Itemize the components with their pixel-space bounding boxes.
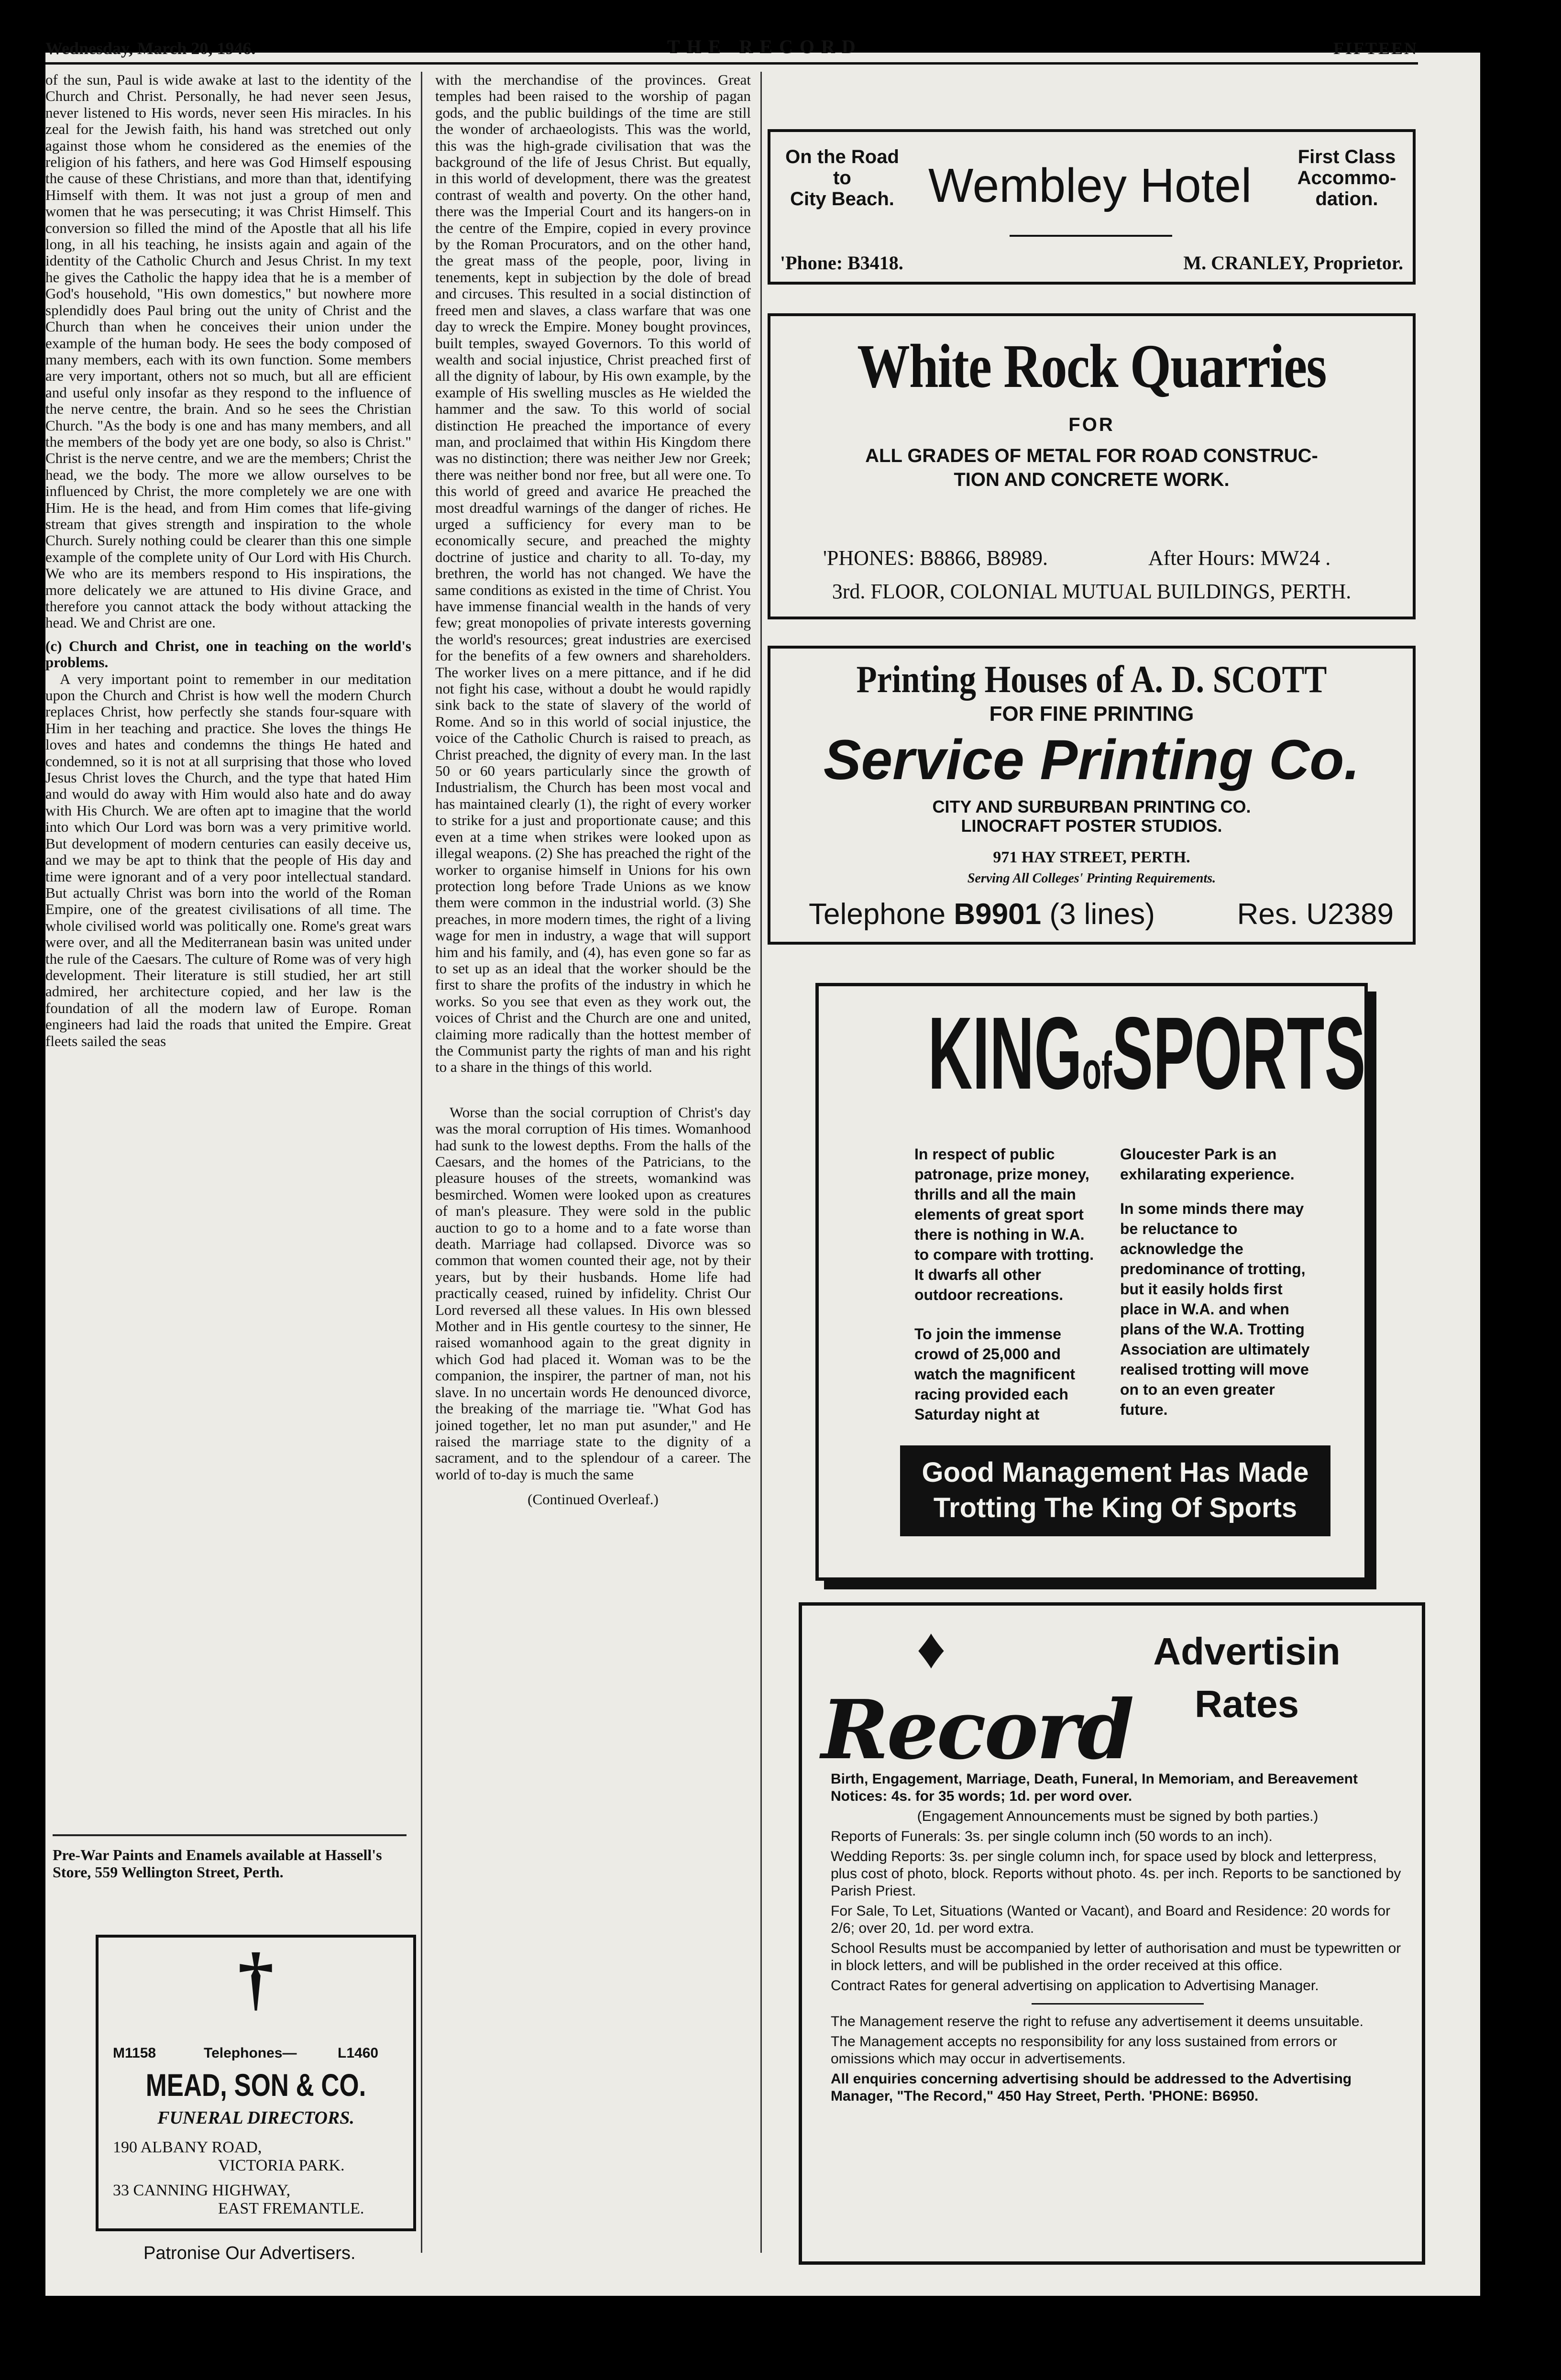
article-paragraph: with the merchandise of the provinces. Great temples had been raised to the worship of pagan gods, and the public buildings of the time are still the wonder of archaeologists. This was the world, this was the high-grade civilisation that was the background of the life of Jesus Christ. But equally, in this world of development, there was the greatest contrast of wealth and poverty. On the other hand, there was the Imperial Court and its hangers-on in the centre of the Empire, copied in every province by the Roman Procurators, and on the other hand, the great mass of the people, poor, living in tenements, kept in subjection by the dole of bread and circuses. This resulted in a social distinction of freed men and slaves, a class warfare that was one day to wreck the Empire. Money bought provinces, built temples, swayed Governors. To this world of wealth and social injustice, Christ preached first of all the dignity of labour, by His own example, by the example of His swelling muscles as He wielded the hammer and the saw. To this world of social distinction He preached the importance of every man, and proclaimed that within His Kingdom there was no distinction; there was neither Jew nor Greek; there was neither bond nor free, but all were one. To this world of greed and avarice He preached the most dreadful warnings of the danger of riches. He urged a sufficiency for every man to be economically secure, and preached the mighty doctrine of justice and charity to all. To-day, my brethren, the world has not changed. We have the same conditions as existed in the time of Christ. You have immense financial wealth in the hands of very few; great monopolies of private interests governing the world's resources; great industries are exercised for the benefits of a few owners and shareholders. The worker lives on a mere pittance, and if he did not fight his case, without a doubt he would rapidly sink back to the state of slavery of the world of Rome. And so in this world of social injustice, the voice of the Catholic Church is raised to preach, as Christ preached, the dignity of every man. In the last 50 or 60 years particularly since the growth of Industrialism, the Church has been most vocal and has maintained clearly (1), the right of every worker to strike for a just and proportionate cause; and this even at a time when strikes were looked upon as illegal weapons. (2) She has preached the right of the worker to organise himself in Unions for his own protection long before Trade Unions as we know them were common in the industrial world. (3) She preaches, in more modern times, the right of a living wage for men in industry, a wage that will support him and his family, and (4), has even gone so far as to set up as an ideal that the worker should be the first to share the profits of the industry in which he works. So you see that even as they work out, the voices of Christ and the Church are one and united, claiming more radically than the hottest member of the Communist party the rights of man and his right to a share in the things of this world. (435, 72, 751, 1076)
white-rock-quarries-ad (768, 313, 1416, 619)
king-text-right (1120, 1144, 1321, 1420)
continued-note: (Continued Overleaf.) (528, 1491, 659, 1508)
mead-role: FUNERAL DIRECTORS. (157, 2108, 354, 2128)
wembley-right-line: dation. (1315, 188, 1378, 209)
article-column-2 (435, 72, 751, 2224)
king-paragraph: In respect of public patronage, prize money, thrills and all the main elements of great sport there is nothing in W.A. to compare with trotting. It dwarfs all other outdoor recreations. (914, 1146, 1094, 1303)
scott-serving: Serving All Colleges' Printing Requirements. (967, 871, 1216, 886)
mead-phone-right: L1460 (338, 2045, 379, 2061)
mead-phone-left: M1158 (113, 2045, 156, 2061)
header-page-number: FIFTEEN (1333, 39, 1418, 58)
wembley-phone: 'Phone: B3418. (780, 252, 903, 274)
record-advertising-rates-ad (799, 1602, 1425, 2265)
wembley-proprietor: M. CRANLEY, Proprietor. (1183, 252, 1403, 274)
wembley-right-line: Accommo- (1297, 167, 1396, 188)
column-divider (421, 72, 422, 2253)
white-rock-title: White Rock Quarries (857, 332, 1326, 401)
rates-divider (1032, 2003, 1204, 2005)
ad-scott-printing-ad (768, 646, 1416, 945)
rates-item: The Management reserve the right to refuse any advertisement it deems unsuitable. (831, 2014, 1363, 2029)
rates-title-1: Advertisin (1153, 1630, 1341, 1673)
paints-notice: Pre-War Paints and Enamels available at Hassell's Store, 559 Wellington Street, Perth. (53, 1846, 382, 1881)
rates-title-2: Rates (1195, 1683, 1299, 1725)
king-banner (900, 1445, 1330, 1536)
header-paper-name: THE RECORD (667, 36, 862, 57)
rates-item: Wedding Reports: 3s. per single column inch, for space used by block and letterpress, plus cost of photo, block. Reports without photo. 4s. per inch. Reports to be sanctioned by Parish Priest. (831, 1849, 1401, 1899)
king-title (928, 995, 1366, 1126)
record-logo-icon: ♦ (916, 1617, 946, 1680)
section-rule (53, 1834, 407, 1836)
king-paragraph: Gloucester Park is an exhilarating experience. (1120, 1146, 1295, 1183)
scott-tel-lines: (3 lines) (1049, 898, 1155, 931)
mead-address-2a: 33 CANNING HIGHWAY, (113, 2182, 291, 2199)
scott-service-printing: Service Printing Co. (823, 728, 1360, 792)
scott-city-suburban: CITY AND SURBURBAN PRINTING CO. (932, 797, 1251, 816)
king-title-sports: SPORTS (1111, 995, 1366, 1111)
scott-linocraft: LINOCRAFT POSTER STUDIOS. (961, 816, 1222, 836)
scott-address: 971 HAY STREET, PERTH. (993, 848, 1190, 866)
wembley-left-line: City Beach. (790, 188, 894, 209)
patronise-note: Patronise Our Advertisers. (143, 2243, 356, 2263)
record-logo: Record (821, 1682, 1132, 1778)
wembley-divider (1010, 235, 1172, 237)
article-subheading: (c) Church and Christ, one in teaching on the world's problems. (45, 637, 411, 671)
article-paragraph: of the sun, Paul is wide awake at last to the identity of the Church and Christ. Personally, he had never seen Jesus, never listened to His words, never seen His miracles. In his zeal for the Jewish faith, his hand was stretched out only against those whom he considered as the enemies of the religion of his fathers, and here was God Himself espousing the cause of these Christians, and more than that, identifying Himself with them. It was not just a group of men and women that he was persecuting; it was Christ Himself. This conversion so filled the mind of the Apostle that all his life long, in all his teaching, he insists again and again of the identity of the Catholic Church and Jesus Christ. In my text he gives the Catholic the happy idea that he is a member of God's household, "His own domestics," but nowhere more splendidly does Paul bring out the unity of Christ and the Church than when he conceives their union under the example of the human body. He sees the body composed of many members, each with its own function. Some members are very important, others not so much, but all are efficient and useful only insofar as they respond to the influence of the nerve centre, the brain. And so he sees the Christian Church. "As the body is one and has many members, and all the members of the body yet are one body, so also is Christ." Christ is the nerve centre, and we are the members; Christ the head, we the body. The more we allow ourselves to be influenced by Christ, the more completely we are one with Him. He is the head, and from Him comes that life-giving stream that gives strength and inspiration to the whole Church. Surely nothing could be clearer than this one simple example of the complete unity of Our Lord with His Church. We who are its members respond to His inspirations, the more delicately we are attuned to His divine Grace, and therefore you cannot attack the body without attacking the head. We and Christ are one. (45, 72, 411, 631)
scott-tel-label: Telephone (809, 898, 946, 931)
rates-item: Birth, Engagement, Marriage, Death, Funeral, In Memoriam, and Bereavement Notices: 4s. for 35 words; 1d. per word over. (831, 1771, 1358, 1804)
king-banner-line: Trotting The King Of Sports (933, 1492, 1297, 1523)
article-column-1 (45, 72, 411, 1832)
rates-item: School Results must be accompanied by letter of authorisation and must be typewritten or in block letters, and will be published in the order received at this office. (831, 1940, 1401, 1973)
mead-address-1a: 190 ALBANY ROAD, (113, 2138, 262, 2156)
white-rock-line2: TION AND CONCRETE WORK. (954, 469, 1230, 490)
mead-address-1b: VICTORIA PARK. (218, 2157, 345, 2174)
rates-item: The Management accepts no responsibility for any loss sustained from errors or omissions which may occur in advertisements. (831, 2034, 1337, 2067)
scott-title: Printing Houses of A. D. SCOTT (856, 659, 1327, 701)
rates-item: Reports of Funerals: 3s. per single column inch (50 words to an inch). (831, 1829, 1273, 1844)
header-date: Wednesday, March 20, 1946. (45, 39, 256, 58)
rates-item: All enquiries concerning advertising should be addressed to the Advertising Manager, "The Record," 450 Hay Street, Perth. 'PHONE: B6950. (831, 2071, 1352, 2104)
scott-telephone (809, 897, 1155, 931)
scott-tel-number: B9901 (954, 898, 1042, 931)
rates-item: (Engagement Announcements must be signed by both parties.) (917, 1808, 1319, 1824)
king-paragraph: In some minds there may be reluctance to acknowledge the predominance of trotting, but it easily holds first place in W.A. and when plans of the W.A. Trotting Association are ultimately realised trotting will move on to an even greater future. (1120, 1200, 1310, 1418)
wembley-left-line: to (833, 167, 851, 188)
white-rock-phones: 'PHONES: B8866, B8989. (823, 546, 1048, 570)
king-text-left (914, 1144, 1101, 1424)
scott-residence: Res. U2389 (1237, 898, 1394, 931)
article-paragraph: Worse than the social corruption of Christ's day was the moral corruption of His times. Womanhood had sunk to the lowest depths. From the halls of the Caesars, and the homes of the Patricians, to the pleasure houses of the streets, womankind was besmirched. Women were looked upon as creatures of man's pleasure. They were sold in the public auction to go to a home and to a fate worse than death. Marriage had collapsed. Divorce was so common that women counted their age, not by their years, but by their husbands. Home life had practically ceased, ruined by infidelity. Christ Our Lord reversed all these values. In His own blessed Mother and in His gentle courtesy to the sinner, He raised womanhood again to the great dignity in which God had placed it. Woman was to be the companion, the inspirer, the partner of man, not his slave. In no uncertain words He denounced divorce, the breaking of the marriage tie. "What God has joined together, let no man put asunder," and He raised the marriage state to the dignity of a sacrament, and to the splendour of a career. The world of to-day is much the same (435, 1103, 751, 1483)
white-rock-line1: ALL GRADES OF METAL FOR ROAD CONSTRUC- (865, 445, 1318, 466)
king-paragraph: To join the immense crowd of 25,000 and watch the magnificent racing provided each Saturday night at (914, 1325, 1076, 1423)
wembley-left-line: On the Road (785, 146, 899, 167)
white-rock-for: FOR (1068, 414, 1115, 435)
column-divider (760, 72, 762, 2253)
page-header (45, 33, 1418, 65)
cross-icon: † (238, 1939, 274, 2018)
wembley-hotel-ad (768, 129, 1416, 285)
mead-phones-label: Telephones— (204, 2045, 297, 2061)
rates-item: For Sale, To Let, Situations (Wanted or Vacant), and Board and Residence: 20 words for 2/6; over 20, 1d. per word extra. (831, 1903, 1391, 1936)
king-of-sports-ad (815, 983, 1368, 1581)
wembley-right-line: First Class (1297, 146, 1396, 167)
mead-name: MEAD, SON & CO. (145, 2067, 366, 2103)
wembley-right-text (1289, 146, 1404, 209)
rates-item: Contract Rates for general advertising on application to Advertising Manager. (831, 1978, 1319, 1994)
mead-address-2b: EAST FREMANTLE. (218, 2200, 364, 2217)
king-title-king: KING (928, 995, 1082, 1111)
white-rock-address: 3rd. FLOOR, COLONIAL MUTUAL BUILDINGS, PERTH. (832, 580, 1352, 603)
rates-list (831, 1771, 1405, 2108)
king-banner-line: Good Management Has Made (922, 1457, 1309, 1488)
scott-subtitle: FOR FINE PRINTING (989, 702, 1194, 726)
white-rock-after-hours: After Hours: MW24 . (1148, 546, 1331, 570)
mead-son-ad (96, 1935, 416, 2231)
wembley-left-text (780, 146, 904, 209)
article-paragraph: A very important point to remember in our meditation upon the Church and Christ is how well the modern Church replaces Christ, how perfectly she stands four-square with Him in her teaching and practice. She loves the things He loves and hates and condemns the things He hated and condemned, so it is not at all surprising that those who loved Jesus Christ loves the Church, and the type that hated Him and would do away with Him would also hate and do away with His Church. We are often apt to imagine that the world into which Our Lord was born was a very primitive world. But development of modern centuries can easily deceive us, and we may be apt to think that the people of His day and time were ignorant and of a very poor intellectual standard. But actually Christ was born into the world of the Roman Empire, one of the greatest civilisations of all time. The whole civilised world was politically one. Rome's great wars were over, and all the Mediterranean basin was united under the rule of the Caesars. The culture of Rome was of very high development. Their literature is still studied, her art still admired, her architecture copied, and her law is the foundation of all the modern law of Europe. Roman engineers had laid the roads that united the Empire. Great fleets sailed the seas (45, 670, 411, 1049)
wembley-hotel-name: Wembley Hotel (928, 159, 1252, 212)
king-title-of: of (1082, 1041, 1112, 1100)
